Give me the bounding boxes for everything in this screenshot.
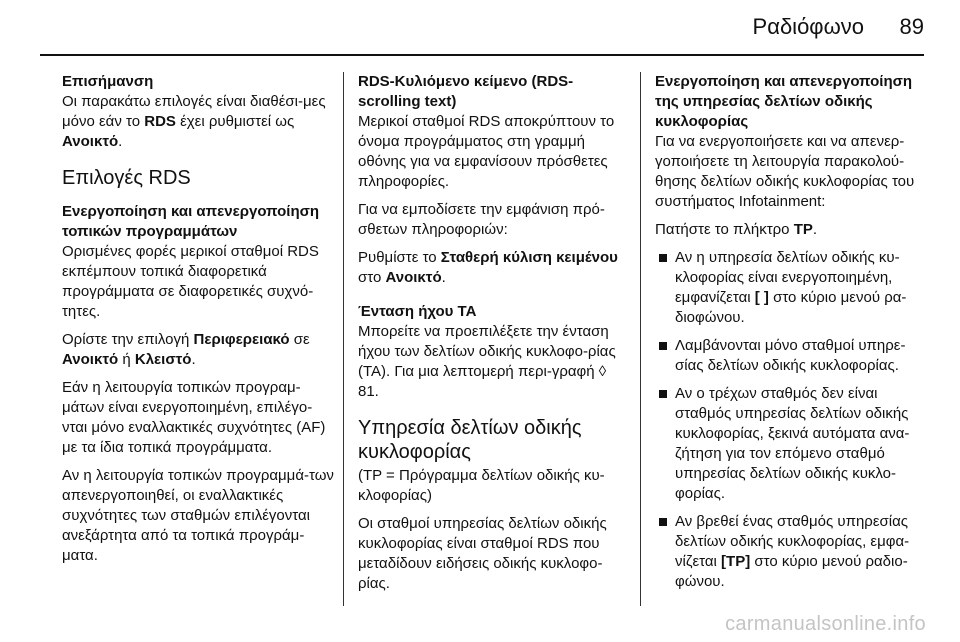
- paragraph: Ορισμένες φορές μερικοί σταθμοί RDS εκπέμπουν τοπικά διαφορετικά προγράμματα σε διαφορετικές συχνό-τητες.: [62, 243, 319, 320]
- sub-heading: Ένταση ήχου TA: [358, 303, 477, 320]
- column-left: [62, 72, 334, 574]
- page-number: 89: [899, 14, 924, 39]
- page-reference[interactable]: ◊ 81.: [358, 363, 607, 400]
- note-text: Οι παρακάτω επιλογές είναι διαθέσι-μες μόνο εάν το RDS έχει ρυθμιστεί ως Ανοικτό.: [62, 93, 326, 150]
- bullet-icon: [659, 254, 667, 262]
- sub-heading: Ενεργοποίηση και απενεργοποίηση τοπικών προγραμμάτων: [62, 203, 320, 240]
- section-title: Επιλογές RDS: [62, 167, 191, 189]
- paragraph: Μπορείτε να προεπιλέξετε την ένταση ήχου των δελτίων οδικής κυκλοφο-ρίας (TA). Για μια λεπτομερή περι-γραφή ◊ 81.: [358, 323, 616, 400]
- note-heading: Επισήμανση: [62, 73, 154, 90]
- list-item: Αν βρεθεί ένας σταθμός υπηρεσίας δελτίων οδικής κυκλοφορίας, εμφα-νίζεται [TP] στο κύριο μενού ραδιο-φώνου.: [655, 512, 930, 592]
- paragraph: Πατήστε το πλήκτρο TP.: [655, 221, 818, 238]
- sub-heading: Ενεργοποίηση και απενεργοποίηση της υπηρεσίας δελτίων οδικής κυκλοφορίας: [655, 73, 913, 130]
- list-item: Αν η υπηρεσία δελτίων οδικής κυ-κλοφορίας είναι ενεργοποιημένη, εμφανίζεται [ ] στο κύριο μενού ρα-διοφώνου.: [655, 248, 930, 328]
- paragraph: Οι σταθμοί υπηρεσίας δελτίων οδικής κυκλοφορίας είναι σταθμοί RDS που μεταδίδουν ειδήσεις οδικής κυκλοφο-ρίας.: [358, 515, 607, 592]
- list-item: Λαμβάνονται μόνο σταθμοί υπηρε-σίας δελτίων οδικής κυκλοφορίας.: [655, 336, 930, 376]
- paragraph: Για να εμποδίσετε την εμφάνιση πρό-σθετων πληροφοριών:: [358, 201, 605, 238]
- watermark: carmanualsonline.info: [725, 613, 926, 635]
- paragraph: Εάν η λειτουργία τοπικών προγραμ-μάτων είναι ενεργοποιημένη, επιλέγο-νται μόνο εναλλακτικές συχνότητες (AF) με τα ίδια τοπικά προγράμματα.: [62, 379, 326, 456]
- paragraph: Ρυθμίστε το Σταθερή κύλιση κειμένου στο Ανοικτό.: [358, 249, 618, 286]
- page-title: Ραδιόφωνο: [752, 14, 864, 39]
- paragraph: (TP = Πρόγραμμα δελτίων οδικής κυ-κλοφορίας): [358, 467, 605, 504]
- column-middle: [358, 72, 630, 602]
- bullet-icon: [659, 518, 667, 526]
- paragraph: Μερικοί σταθμοί RDS αποκρύπτουν το όνομα προγράμματος στη γραμμή οθόνης για να εμφανίσουν πρόσθετες πληροφορίες.: [358, 113, 615, 190]
- column-divider: [640, 72, 641, 606]
- page-header: [0, 0, 960, 56]
- bullet-icon: [659, 342, 667, 350]
- paragraph: Για να ενεργοποιήσετε και να απενερ-γοποιήσετε τη λειτουργία παρακολού-θησης δελτίων οδικής κυκλοφορίας του συστήματος Infotainment:: [655, 133, 915, 210]
- bullet-icon: [659, 390, 667, 398]
- paragraph: Αν η λειτουργία τοπικών προγραμμά-των απενεργοποιηθεί, οι εναλλακτικές συχνότητες των σταθμών επιλέγονται ανεξάρτητα από τα τοπικά προγράμ-ματα.: [62, 467, 334, 564]
- bullet-list: [655, 248, 930, 592]
- sub-heading: RDS-Κυλιόμενο κείμενο (RDS-scrolling text): [358, 73, 574, 110]
- column-divider: [343, 72, 344, 606]
- section-title: Υπηρεσία δελτίων οδικής κυκλοφορίας: [358, 417, 582, 463]
- list-item: Αν ο τρέχων σταθμός δεν είναι σταθμός υπηρεσίας δελτίων οδικής κυκλοφορίας, ξεκινά αυτόματα ανα-ζήτηση για τον επόμενο σταθμό υπηρεσίας δελτίων οδικής κυκλο-φορίας.: [655, 384, 930, 504]
- header-rule: [40, 54, 924, 56]
- column-right: [655, 72, 930, 600]
- paragraph: Ορίστε την επιλογή Περιφερειακό σε Ανοικτό ή Κλειστό.: [62, 331, 310, 368]
